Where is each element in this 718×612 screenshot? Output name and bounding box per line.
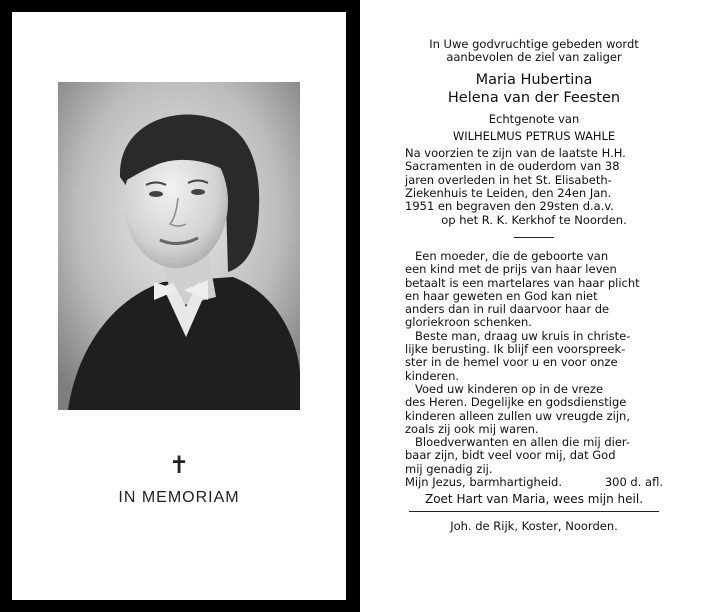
right-card-text: [405, 38, 663, 533]
bio-line: op het R. K. Kerkhof te Noorden.: [441, 212, 627, 227]
poem-line: gloriekroon schenken.: [405, 315, 532, 330]
spouse-name: WILHELMUS PETRUS WAHLE: [452, 128, 616, 143]
poem-line: Voed uw kinderen op in de vreze: [415, 381, 604, 396]
poem-line: kinderen alleen zullen uw vreugde zijn,: [405, 408, 630, 423]
poem-line: kinderen.: [405, 368, 460, 383]
poem-line: ster in de hemel voor u en voor onze: [405, 355, 618, 370]
poem-line: baar zijn, bidt veel voor mij, dat God: [405, 448, 616, 463]
poem-paragraph-4: [405, 436, 663, 476]
poem-line: Bloedverwanten en allen die mij dier-: [415, 435, 631, 450]
deceased-name-line-2: Helena van der Feesten: [447, 89, 621, 106]
poem-line: Een moeder, die de geboorte van: [415, 248, 609, 263]
poem-line: en haar geweten en God kan niet: [405, 288, 598, 303]
portrait-illustration: [58, 82, 300, 410]
poem-paragraph-3: [405, 383, 663, 436]
deceased-name-line-1: Maria Hubertina: [475, 71, 593, 88]
bio-line: Sacramenten in de ouderdom van 38: [405, 159, 620, 174]
poem-line: lijke berusting. Ik blijf een voorspreek-: [405, 342, 626, 357]
printer-credit: Joh. de Rijk, Koster, Noorden.: [450, 518, 618, 533]
in-memoriam-label: IN MEMORIAM: [118, 489, 240, 506]
divider-short: [514, 237, 554, 238]
bio-line: Na voorzien te zijn van de laatste H.H.: [405, 146, 626, 161]
portrait-photo: [58, 82, 300, 410]
bio-line: 1951 en begraven den 29sten d.a.v.: [405, 199, 614, 214]
poem-paragraph-1: [405, 250, 663, 330]
poem-line: een kind met de prijs van haar leven: [405, 262, 617, 277]
poem-paragraph-2: [405, 330, 663, 383]
prayer-1-indulgence: 300 d. afl.: [604, 475, 663, 490]
bio-paragraph: [405, 147, 663, 227]
prayer-1: [405, 476, 663, 489]
cross-icon: ✝: [168, 451, 190, 479]
intro-line-2: aanbevolen de ziel van zaliger: [446, 50, 622, 65]
left-card: [12, 12, 346, 600]
bio-line: Ziekenhuis te Leiden, den 24en Jan.: [405, 186, 612, 201]
poem-line: Beste man, draag uw kruis in christe-: [415, 328, 631, 343]
spouse-label: Echtgenote van: [488, 111, 580, 126]
poem-line: betaalt is een martelares van haar plicht: [405, 275, 640, 290]
poem-line: des Heren. Degelijke en godsdienstige: [405, 395, 627, 410]
prayer-2: Zoet Hart van Maria, wees mijn heil.: [424, 492, 644, 507]
poem-line: zoals zij ook mij waren.: [405, 421, 539, 436]
bio-line: jaren overleden in het St. Elisabeth-: [405, 172, 612, 187]
prayer-1-text: Mijn Jezus, barmhartigheid.: [405, 475, 563, 490]
poem-line: mij genadig zij.: [405, 461, 493, 476]
poem-line: anders dan in ruil daarvoor haar de: [405, 302, 610, 317]
intro-line-1: In Uwe godvruchtige gebeden wordt: [429, 37, 639, 51]
divider-long: [409, 511, 659, 512]
